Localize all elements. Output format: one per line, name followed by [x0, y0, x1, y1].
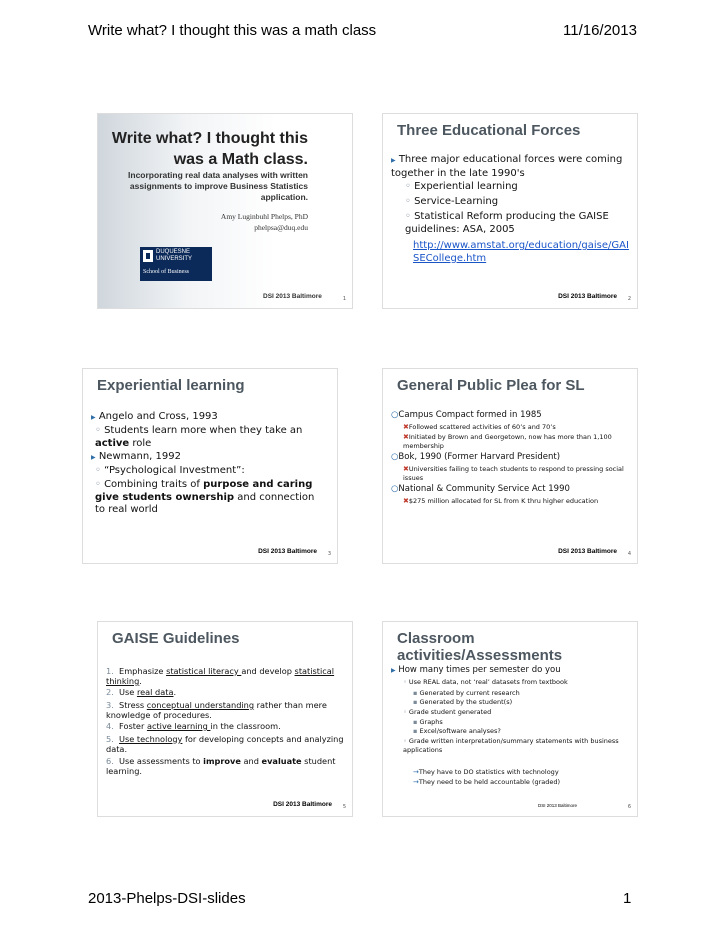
- slide-2: [383, 114, 637, 308]
- bullet-item: ▶ Angelo and Cross, 1993: [91, 411, 218, 422]
- sub-sub-bullet-item: ▪ Excel/software analyses?: [413, 727, 501, 735]
- circle-bullet-icon: ○: [391, 452, 399, 462]
- footer-page-number: 1: [623, 890, 632, 907]
- slide-5: [98, 622, 352, 816]
- slide-3: [83, 369, 337, 563]
- bullet-item: ▶ Newmann, 1992: [91, 451, 181, 462]
- slide-footer: DSI 2013 Baltimore: [558, 293, 617, 300]
- sub-bullet-item: ✖$275 million allocated for SL from K thru higher education: [403, 497, 599, 505]
- sub-bullet-item: ◦ Statistical Reform producing the GAISE guidelines: ASA, 2005: [405, 211, 609, 235]
- duquesne-logo: [140, 247, 212, 281]
- slide-6-title: Classroom activities/Assessments: [397, 630, 563, 664]
- arrow-bullet-icon: ▶: [91, 454, 96, 461]
- author-email: phelpsa@duq.edu: [254, 223, 308, 232]
- slide-number: 3: [327, 551, 331, 557]
- sub-sub-bullet-item: ▪ Generated by the student(s): [413, 698, 513, 706]
- sub-bullet-item: ◦ Combining traits of purpose and caring give students ownership and connection to real world: [95, 479, 315, 515]
- right-arrow-icon: →: [413, 768, 419, 776]
- slide-footer: DSI 2013 Baltimore: [258, 548, 317, 555]
- slide-number: 6: [627, 804, 631, 810]
- slide-number: 1: [342, 296, 346, 302]
- slide-4: [383, 369, 637, 563]
- slide-5-title: GAISE Guidelines: [112, 630, 240, 647]
- bullet-item: ▶ How many times per semester do you: [391, 665, 561, 675]
- slide-footer: DSI 2013 Baltimore: [558, 548, 617, 555]
- x-bullet-icon: ✖: [403, 497, 409, 505]
- list-item: 4. Foster active learning in the classroom.: [106, 721, 281, 731]
- list-item: 3. Stress conceptual understanding rather than mere knowledge of procedures.: [106, 700, 327, 720]
- list-item: 5. Use technology for developing concepts and analyzing data.: [106, 734, 344, 754]
- slide-4-title: General Public Plea for SL: [397, 377, 585, 394]
- slide-3-title: Experiential learning: [97, 377, 245, 394]
- slide-footer: DSI 2013 Baltimore: [273, 801, 332, 808]
- circle-bullet-icon: ○: [391, 410, 399, 420]
- slide-2-title: Three Educational Forces: [397, 122, 581, 139]
- bullet-item: ○National & Community Service Act 1990: [391, 484, 570, 494]
- list-item: 2. Use real data.: [106, 687, 177, 697]
- sub-bullet-item: ◦ Use REAL data, not ‘real’ datasets from textbook: [403, 678, 568, 686]
- arrow-item: →They need to be held accountable (graded): [413, 778, 561, 786]
- sub-bullet-item: ✖Universities failing to teach students to respond to pressing social issues: [403, 465, 624, 482]
- slide-1: [98, 114, 352, 308]
- arrow-bullet-icon: ▶: [91, 414, 96, 421]
- right-arrow-icon: →: [413, 778, 419, 786]
- x-bullet-icon: ✖: [403, 465, 409, 473]
- sub-bullet-item: ◦ Experiential learning: [405, 181, 518, 192]
- arrow-item: →They have to DO statistics with technology: [413, 768, 559, 776]
- title-line-2: was a Math class.: [173, 151, 308, 168]
- bullet-item: ○Bok, 1990 (Former Harvard President): [391, 452, 561, 462]
- slide-footer: DSI 2013 Baltimore: [537, 803, 577, 808]
- author-name: Amy Luginbuhl Phelps, PhD: [220, 212, 308, 221]
- sub-sub-bullet-item: ▪ Generated by current research: [413, 689, 520, 697]
- sub-bullet-item: ✖Followed scattered activities of 60’s and 70’s: [403, 423, 556, 431]
- logo-school-name: School of Business: [143, 269, 190, 275]
- slide-number: 2: [627, 296, 631, 302]
- sub-sub-bullet-item: ▪ Graphs: [413, 718, 443, 726]
- bullet-item: ▶ Three major educational forces were coming together in the late 1990's: [391, 154, 623, 179]
- slide-6: [383, 622, 637, 816]
- slide-number: 5: [342, 804, 346, 810]
- x-bullet-icon: ✖: [403, 433, 409, 441]
- x-bullet-icon: ✖: [403, 423, 409, 431]
- sub-bullet-item: ◦ Grade written interpretation/summary statements with business applications: [403, 737, 619, 754]
- list-item: 1. Emphasize statistical literacy and develop statistical thinking.: [106, 666, 335, 686]
- logo-mark-icon: [143, 250, 153, 262]
- slide-number: 4: [627, 551, 631, 557]
- circle-bullet-icon: ○: [391, 484, 399, 494]
- slide-1-title: [112, 128, 308, 170]
- gaise-link[interactable]: http://www.amstat.org/education/gaise/GAISECollege.htm: [413, 240, 629, 264]
- list-item: 6. Use assessments to improve and evaluate student learning.: [106, 756, 336, 776]
- header-date: 11/16/2013: [563, 22, 637, 39]
- sub-bullet-item: ◦ Service-Learning: [405, 196, 499, 207]
- slide-1-subtitle: Incorporating real data analyses with written assignments to improve Business Statistics application.: [128, 170, 308, 202]
- sub-bullet-item: ◦ Students learn more when they take an active role: [95, 425, 303, 449]
- sub-bullet-item: ✖Initiated by Brown and Georgetown, now has more than 1,100 membership: [403, 433, 612, 450]
- sub-bullet-item: ◦ Grade student generated: [403, 708, 492, 716]
- arrow-bullet-icon: ▶: [391, 157, 396, 164]
- logo-university-name: DUQUESNE UNIVERSITY: [156, 249, 193, 262]
- arrow-bullet-icon: ▶: [391, 667, 396, 674]
- footer-filename: 2013-Phelps-DSI-slides: [88, 890, 246, 907]
- slide-footer: DSI 2013 Baltimore: [263, 293, 322, 300]
- bullet-item: ○Campus Compact formed in 1985: [391, 410, 542, 420]
- title-line-1: Write what? I thought this: [111, 130, 308, 147]
- page-header: [0, 22, 720, 42]
- header-title: Write what? I thought this was a math class: [88, 22, 377, 39]
- sub-bullet-item: ◦ “Psychological Investment”:: [95, 465, 245, 476]
